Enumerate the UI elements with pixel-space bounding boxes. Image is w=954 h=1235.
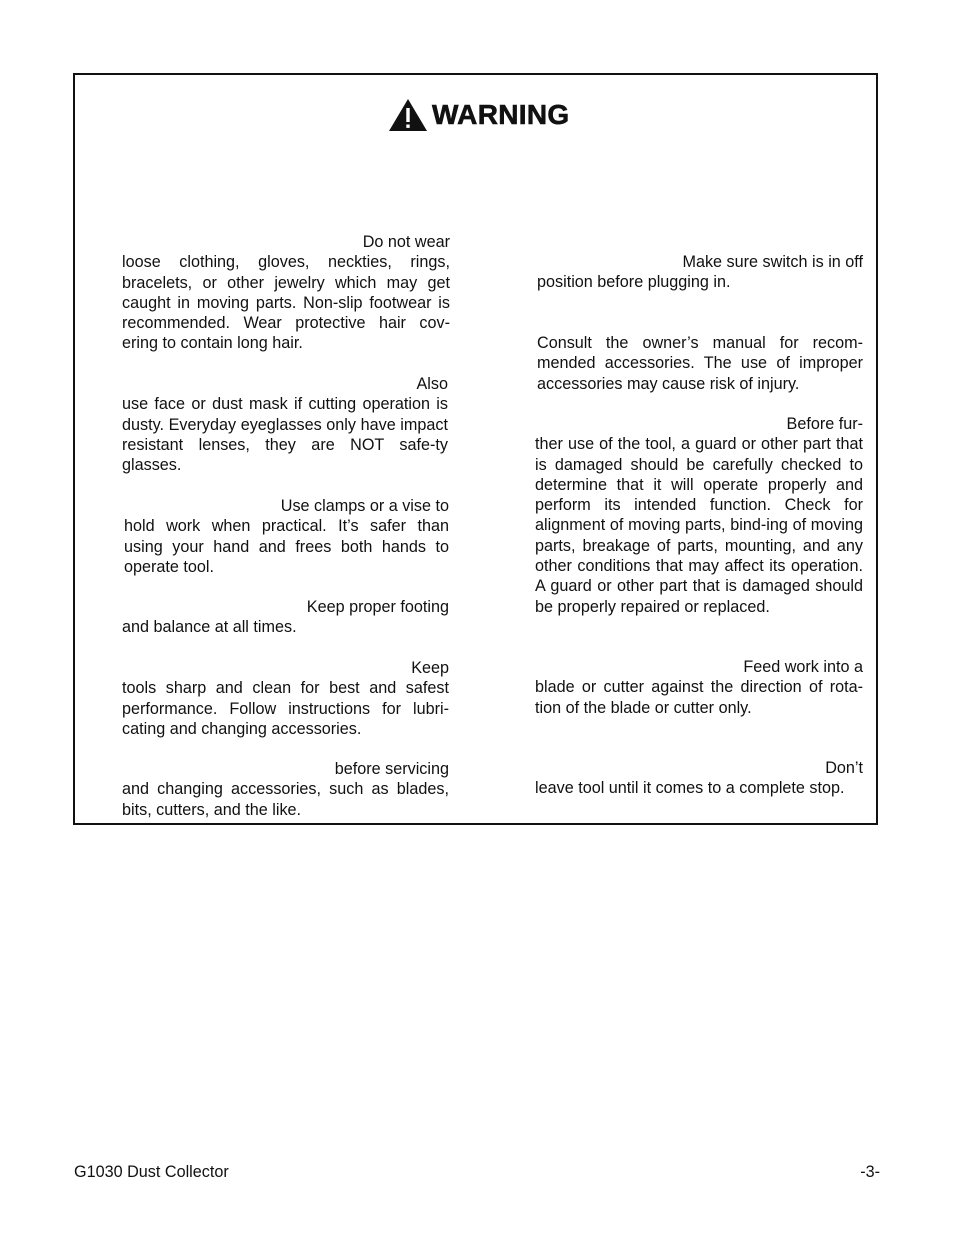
safety-item-text: and balance at all times. xyxy=(122,618,297,637)
safety-item-lead: Before fur- xyxy=(786,415,863,433)
safety-item-lead: Don’t xyxy=(825,759,863,777)
safety-item-lead: Also xyxy=(416,375,448,393)
warning-title: WARNING xyxy=(432,99,570,130)
safety-item-lead: Keep xyxy=(411,659,449,677)
footer-document-title: G1030 Dust Collector xyxy=(74,1163,229,1181)
safety-item-lead: Do not wear xyxy=(362,233,450,251)
safety-item-text: tools sharp and clean for best and safest performance. Follow instructions for lubri-cating and changing accessories. xyxy=(122,679,449,738)
safety-item-footing xyxy=(122,597,449,638)
safety-item-text: use face or dust mask if cutting operation is dusty. Everyday eyeglasses only have impact resistant lenses, they are NOT safe-ty glasses. xyxy=(122,395,448,475)
footer-page-number: -3- xyxy=(860,1163,880,1181)
safety-item-feed-direction xyxy=(535,657,863,718)
safety-item-text: hold work when practical. It’s safer than using your hand and frees both hands to operate tool. xyxy=(124,517,449,576)
warning-header xyxy=(388,97,569,133)
safety-item-lead: Make sure switch is in off xyxy=(682,253,863,271)
safety-item-damaged-parts xyxy=(535,414,863,617)
safety-item-lead: Use clamps or a vise to xyxy=(280,497,449,515)
safety-item-never-leave xyxy=(535,758,863,799)
safety-item-text: blade or cutter against the direction of rota-tion of the blade or cutter only. xyxy=(535,678,863,717)
safety-item-accessories xyxy=(537,333,863,394)
safety-item-secure-work xyxy=(124,496,449,577)
safety-item-text: position before plugging in. xyxy=(537,273,731,292)
warning-triangle-icon xyxy=(388,98,428,132)
safety-item-clothing xyxy=(122,232,450,354)
warning-box xyxy=(73,73,878,825)
safety-item-lead: Keep proper footing xyxy=(306,598,449,616)
safety-item-text: Consult the owner’s manual for recom-mended accessories. The use of improper accessories may cause risk of injury. xyxy=(537,334,863,393)
safety-item-disconnect xyxy=(122,759,449,820)
safety-item-switch-off xyxy=(537,252,863,293)
safety-item-lead: Feed work into a xyxy=(743,658,863,676)
safety-item-text: loose clothing, gloves, neckties, rings, bracelets, or other jewelry which may get caught in moving parts. Non-slip footwear is recommended. Wear protective hair cov-ering to contain long hair. xyxy=(122,253,450,353)
safety-item-lead: before servicing xyxy=(334,760,449,778)
safety-item-maintain-tools xyxy=(122,658,449,739)
safety-item-text: ther use of the tool, a guard or other part that is damaged should be carefully checked to determine that it will operate properly and perform its intended function. Check for alignment of moving parts, bind-ing of moving parts, breakage of parts, mounting, and any other conditions that may affect its operation. A guard or other part that is damaged should be properly repaired or replaced. xyxy=(535,435,863,616)
safety-item-text: and changing accessories, such as blades, bits, cutters, and the like. xyxy=(122,780,449,819)
safety-item-eye-protection xyxy=(122,374,448,475)
safety-item-text: leave tool until it comes to a complete stop. xyxy=(535,779,845,798)
